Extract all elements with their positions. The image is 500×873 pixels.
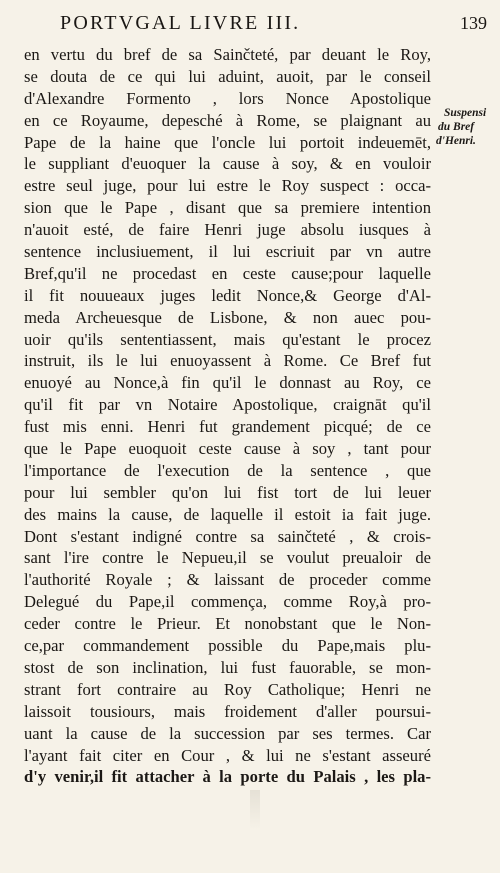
text-line: Dont s'estant indigné contre sa sainčteté , & crois-: [24, 526, 431, 546]
text-line: l'importance de l'execution de la sentence , que: [24, 460, 431, 480]
text-line: stost de son inclination, lui fust fauorable, se mon-: [24, 657, 431, 677]
text-line: ce,par commandement possible du Pape,mais plu-: [24, 636, 431, 656]
page-header: [0, 10, 500, 36]
text-line: d'Alexandre Formento , lors Nonce Apostolique: [24, 88, 431, 108]
text-line: Delegué du Pape,il commença, comme Roy,à pro-: [24, 592, 431, 612]
text-line: sant l'ire contre le Nepueu,il se voulut preualoir de: [24, 548, 431, 568]
text-line: uant la cause de la succession par ses termes. Car: [24, 723, 431, 743]
text-line: laissoit tousiours, mais froidement d'aller poursui-: [24, 701, 431, 721]
text-line: se douta de ce qui lui aduint, auoit, par le conseil: [24, 66, 431, 86]
text-line: enuoyé au Nonce,à fin qu'il le donnast au Roy, ce: [24, 373, 431, 393]
page-show-through: [250, 790, 260, 830]
page-number: 139: [460, 13, 487, 33]
marginal-note-line: du Bref: [438, 121, 475, 133]
text-line: strant fort contraire au Roy Catholique; Henri ne: [24, 679, 431, 699]
text-line: l'ayant fait citer en Cour , & lui ne s'estant asseuré: [24, 745, 431, 765]
text-line: le suppliant d'euoquer la cause à soy, & en vouloir: [24, 154, 431, 174]
text-line: sentence inclusiuement, il lui escriuit par vn autre: [24, 242, 431, 262]
text-line: que le Pape euoquoit ceste cause à soy , tant pour: [24, 439, 431, 459]
text-line: ceder contre le Prieur. Et nonobstant que le Non-: [24, 614, 431, 634]
text-line: meda Archeuesque de Lisbone, & non auec pou-: [24, 307, 431, 327]
text-line: qu'il fit par vn Notaire Apostolique, craignāt qu'il: [24, 395, 431, 415]
text-line: estre seul juge, pour lui estre le Roy suspect : occa-: [24, 176, 431, 196]
text-line: n'auoit esté, de faire Henri juge absolu iusques à: [24, 220, 431, 240]
text-line: des mains la cause, de laquelle il estoit ia fait juge.: [24, 504, 431, 524]
text-line: il fit nouueaux juges ledit Nonce,& George d'Al-: [24, 285, 431, 305]
text-line: instruit, ils le lui enuoyassent à Rome. Ce Bref fut: [24, 351, 431, 371]
body-text: [24, 44, 431, 788]
text-line: sion que le Pape , disant que sa premiere intention: [24, 198, 431, 218]
text-line: Bref,qu'il ne procedast en ceste cause;pour laquelle: [24, 263, 431, 283]
text-line: l'authorité Royale ; & laissant de proceder comme: [24, 570, 431, 590]
marginal-note: [436, 106, 498, 148]
text-line: en vertu du bref de sa Sainčteté, par deuant le Roy,: [24, 45, 431, 64]
text-line: d'y venir,il fit attacher à la porte du Palais , les pla-: [24, 767, 431, 787]
text-line: pour lui sembler qu'on lui fist tort de lui leuer: [24, 482, 431, 502]
text-line: uoir qu'ils sententiassent, mais qu'estant le procez: [24, 329, 431, 349]
text-line: Pape de la haine que l'oncle lui portoit indeuemēt,: [24, 132, 431, 152]
text-line: fust mis enni. Henri fut grandement picqué; de ce: [24, 417, 431, 437]
marginal-note-line: d'Henri.: [436, 135, 476, 147]
marginal-note-line: Suspensi: [444, 107, 487, 119]
text-line: en ce Royaume, depesché à Rome, se plaignant au: [24, 110, 431, 130]
running-head: PORTVGAL LIVRE III.: [60, 12, 301, 34]
